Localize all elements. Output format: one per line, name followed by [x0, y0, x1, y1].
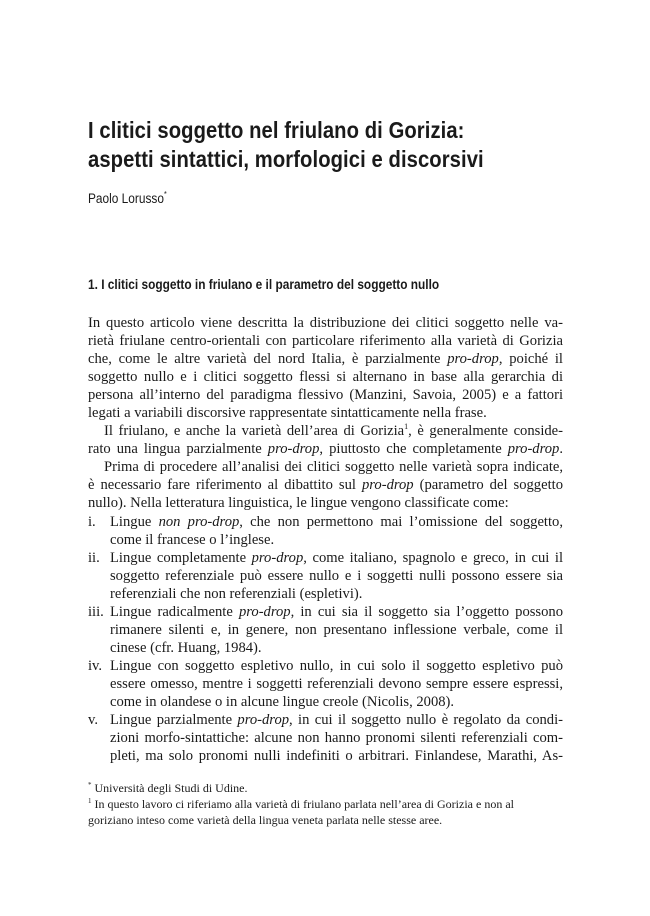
- title-line-2: aspetti sintattici, morfologici e discorsivi: [88, 146, 484, 172]
- paragraph-line: che, come le altre varietà del nord Italia, è parzialmente pro-drop, poiché il: [88, 351, 563, 368]
- paragraph-line: zioni morfo-sintattiche: alcune non hanno pronomi silenti referenziali com-: [110, 730, 563, 747]
- paragraph-line: Lingue radicalmente pro-drop, in cui sia il soggetto sia l’oggetto possono: [110, 603, 563, 620]
- list-marker: ii.: [88, 549, 100, 566]
- paragraph-line: Il friulano, e anche la varietà dell’area di Gorizia$^1$, è generalmente conside-: [104, 422, 564, 440]
- footnote-affiliation: * Università degli Studi di Udine.: [88, 781, 248, 795]
- paragraph-line: Prima di procedere all’analisi dei clitici soggetto nelle varietà sopra indicate,: [104, 459, 563, 476]
- paragraph-line: come il francese o l’inglese.: [110, 531, 275, 548]
- title-line-1: I clitici soggetto nel friulano di Gorizia:: [88, 117, 465, 143]
- paragraph-line: rato una lingua parzialmente pro-drop, piuttosto che completamente pro-drop.: [88, 441, 563, 458]
- list-marker: i.: [88, 513, 96, 530]
- footnote-ref-1: 1: [404, 422, 409, 432]
- body-text: [88, 314, 563, 765]
- paragraph-line: cinese (cfr. Huang, 1984).: [110, 639, 262, 656]
- list-item: [88, 513, 563, 549]
- paragraph-line: In questo articolo viene descritta la distribuzione dei clitici soggetto nelle va-: [88, 315, 563, 331]
- paragraph-2: [88, 422, 563, 458]
- list-marker: v.: [88, 712, 98, 729]
- paragraph-line: soggetto nullo e i clitici soggetto flessi si alternano in base alla gerarchia di: [88, 369, 563, 386]
- paragraph-line: pleti, ma solo pronomi nulli indefiniti o arbitrari. Finlandese, Marathi, As-: [110, 748, 563, 765]
- paragraph-1: [88, 314, 563, 422]
- section-heading: 1. I clitici soggetto in friulano e il parametro del soggetto nullo: [88, 277, 440, 292]
- paragraph-line: è necessario fare riferimento al dibattito sul pro-drop (parametro del soggetto: [88, 477, 563, 494]
- paragraph-line: Lingue completamente pro-drop, come italiano, spagnolo e greco, in cui il: [110, 549, 563, 566]
- paragraph-line: rimanere silenti e, in genere, non presentano inflessione verbale, come il: [110, 621, 563, 638]
- list-item: [88, 657, 563, 711]
- author-line: [88, 190, 167, 206]
- paragraph-line: Lingue con soggetto espletivo nullo, in cui solo il soggetto espletivo può: [110, 657, 563, 674]
- paragraph-line: essere omesso, mentre i soggetti referenziali devono sempre essere espressi,: [110, 675, 563, 692]
- paragraph-line: legati a variabili discorsive rappresentate sintatticamente nella frase.: [88, 405, 487, 422]
- classification-list: [88, 513, 563, 766]
- footnote-1-continued: goriziano inteso come varietà della lingua veneta parlata nelle stesse aree.: [88, 813, 443, 827]
- paragraph-line: Lingue parzialmente pro-drop, in cui il soggetto nullo è regolato da condi-: [110, 712, 564, 729]
- paragraph-line: rietà friulane centro-orientali con particolare riferimento alla varietà di Gorizia: [88, 333, 563, 350]
- author-footnote-mark: *: [163, 190, 167, 199]
- list-item: [88, 711, 563, 765]
- paragraph-line: referenziali che non referenziali (espletivi).: [110, 585, 363, 602]
- footnote-1: $^1$ In questo lavoro ci riferiamo alla varietà di friulano parlata nell’area di Gorizia e non al: [88, 797, 514, 811]
- paragraph-line: come in olandese o in alcune lingue creole (Nicolis, 2008).: [110, 693, 455, 710]
- list-marker: iii.: [88, 603, 104, 620]
- list-item: [88, 603, 563, 657]
- paragraph-line: persona all’interno del paradigma flessivo (Manzini, Savoia, 2005) e a fattori: [88, 387, 563, 404]
- paragraph-3: [88, 458, 563, 512]
- paragraph-line: nullo). Nella letteratura linguistica, le lingue vengono classificate come:: [88, 495, 509, 512]
- footnotes: [88, 780, 563, 828]
- article-title: [88, 116, 518, 174]
- list-marker: iv.: [88, 657, 103, 674]
- author-name: Paolo Lorusso: [88, 191, 164, 206]
- list-item: [88, 549, 563, 603]
- paragraph-line: Lingue non pro-drop, che non permettono mai l’omissione del soggetto,: [110, 513, 563, 530]
- paragraph-line: soggetto referenziale può essere nullo e i soggetti nulli possono essere sia: [110, 567, 563, 584]
